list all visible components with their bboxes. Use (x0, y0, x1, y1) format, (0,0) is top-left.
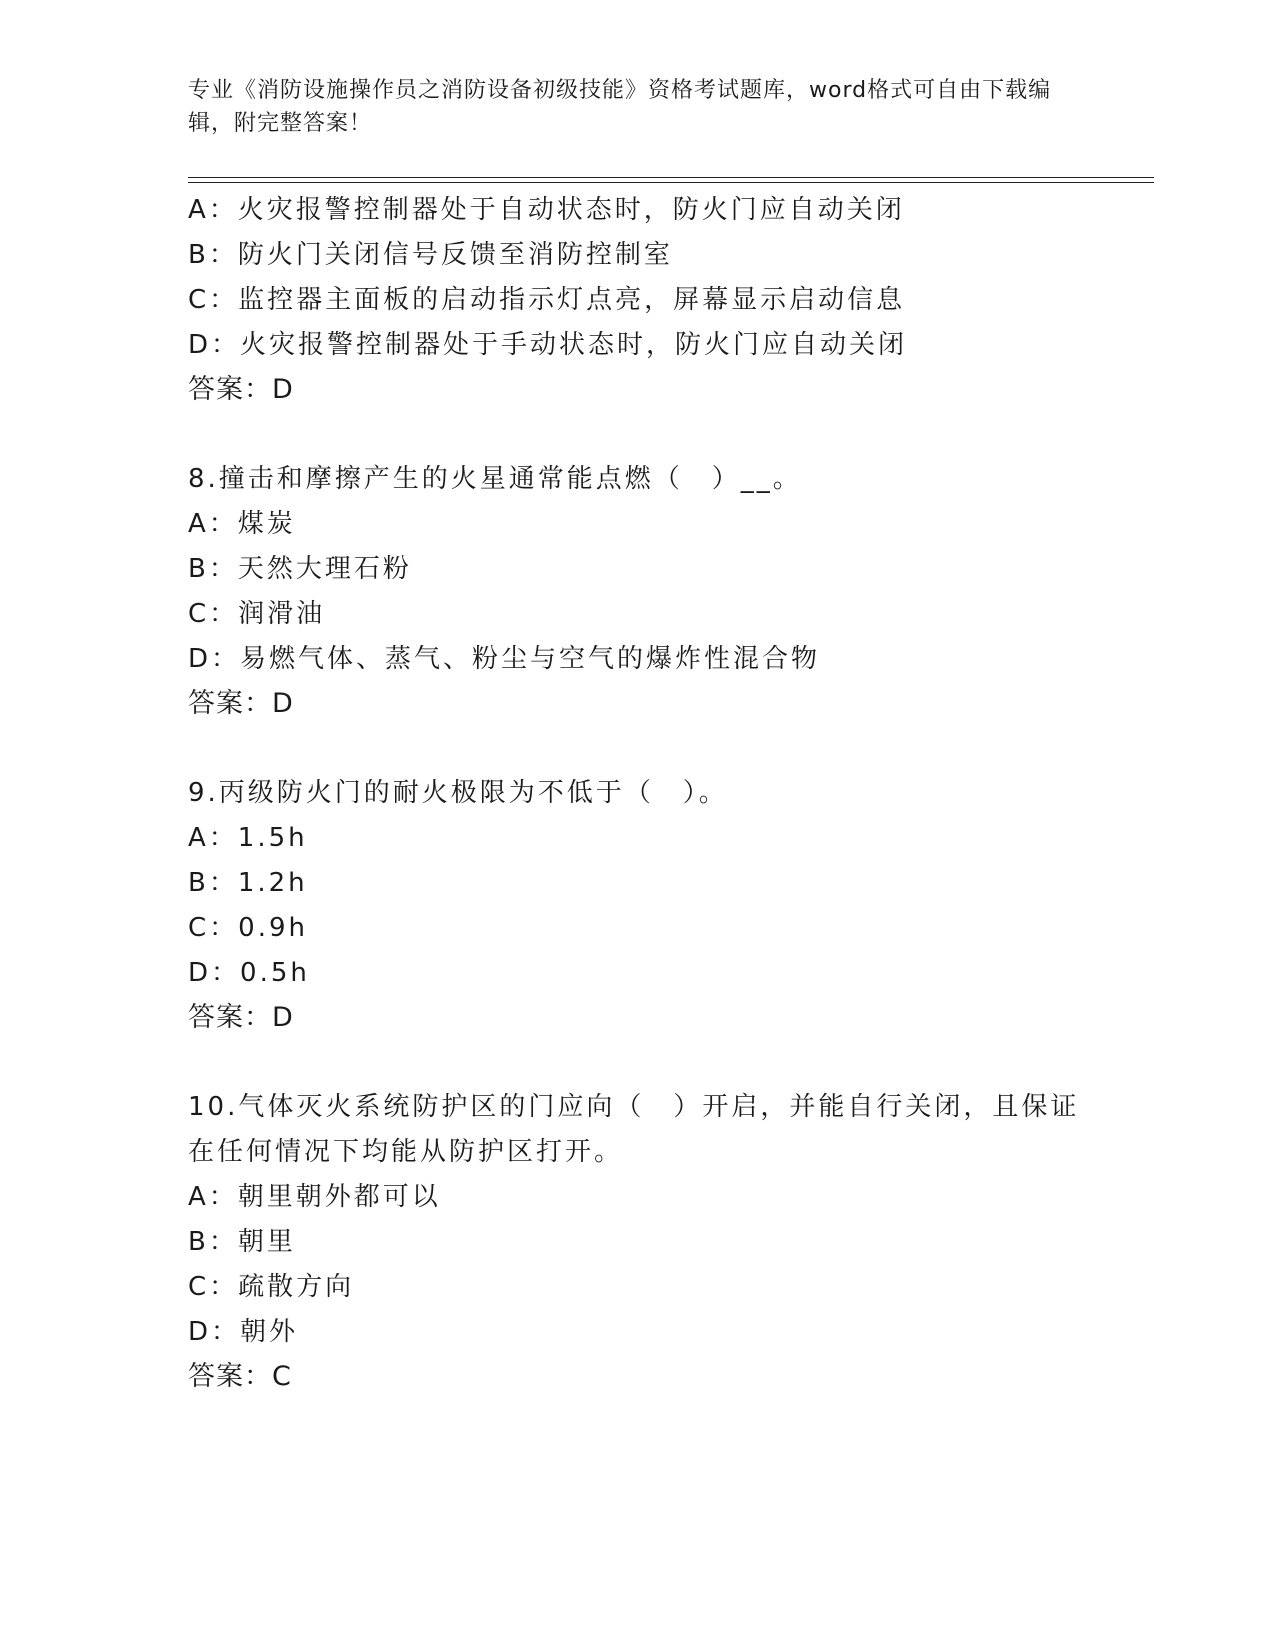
header-divider-bottom (188, 182, 1154, 183)
header-divider-top (188, 177, 1154, 178)
q8-answer: 答案：D (188, 688, 294, 719)
q7-option-b: B：防火门关闭信号反馈至消防控制室 (188, 240, 673, 270)
q10-option-b: B：朝里 (188, 1227, 296, 1257)
document-header: 专业《消防设施操作员之消防设备初级技能》资格考试题库，word格式可自由下载编辑，附完整答案！ (188, 78, 1052, 136)
q7-option-a: A：火灾报警控制器处于自动状态时，防火门应自动关闭 (188, 195, 905, 225)
q7-answer: 答案：D (188, 374, 294, 405)
q9-option-a: A：1.5h (188, 823, 308, 853)
q8-option-b: B：天然大理石粉 (188, 554, 412, 584)
q9-answer: 答案：D (188, 1002, 294, 1033)
q9-question: 9.丙级防火门的耐火极限为不低于（ ）。 (188, 778, 728, 808)
q8-option-c: C：润滑油 (188, 599, 326, 629)
q7-option-c: C：监控器主面板的启动指示灯点亮，屏幕显示启动信息 (188, 285, 906, 315)
q10-question-line1: 10.气体灭火系统防护区的门应向（ ）开启，并能自行关闭，且保证 (188, 1092, 1080, 1122)
q10-option-c: C：疏散方向 (188, 1272, 355, 1302)
q10-option-d: D：朝外 (188, 1317, 299, 1347)
q8-option-d: D：易燃气体、蒸气、粉尘与空气的爆炸性混合物 (188, 644, 821, 674)
q10-option-a: A：朝里朝外都可以 (188, 1182, 441, 1212)
q10-question-line2: 在任何情况下均能从防护区打开。 (188, 1137, 624, 1167)
q8-option-a: A：煤炭 (188, 509, 296, 539)
q8-question: 8.撞击和摩擦产生的火星通常能点燃（ ）__。 (188, 464, 802, 494)
q9-option-c: C：0.9h (188, 913, 308, 943)
q7-option-d: D：火灾报警控制器处于手动状态时，防火门应自动关闭 (188, 330, 908, 360)
q9-option-b: B：1.2h (188, 868, 308, 898)
q9-option-d: D：0.5h (188, 958, 310, 988)
q10-answer: 答案：C (188, 1361, 292, 1392)
